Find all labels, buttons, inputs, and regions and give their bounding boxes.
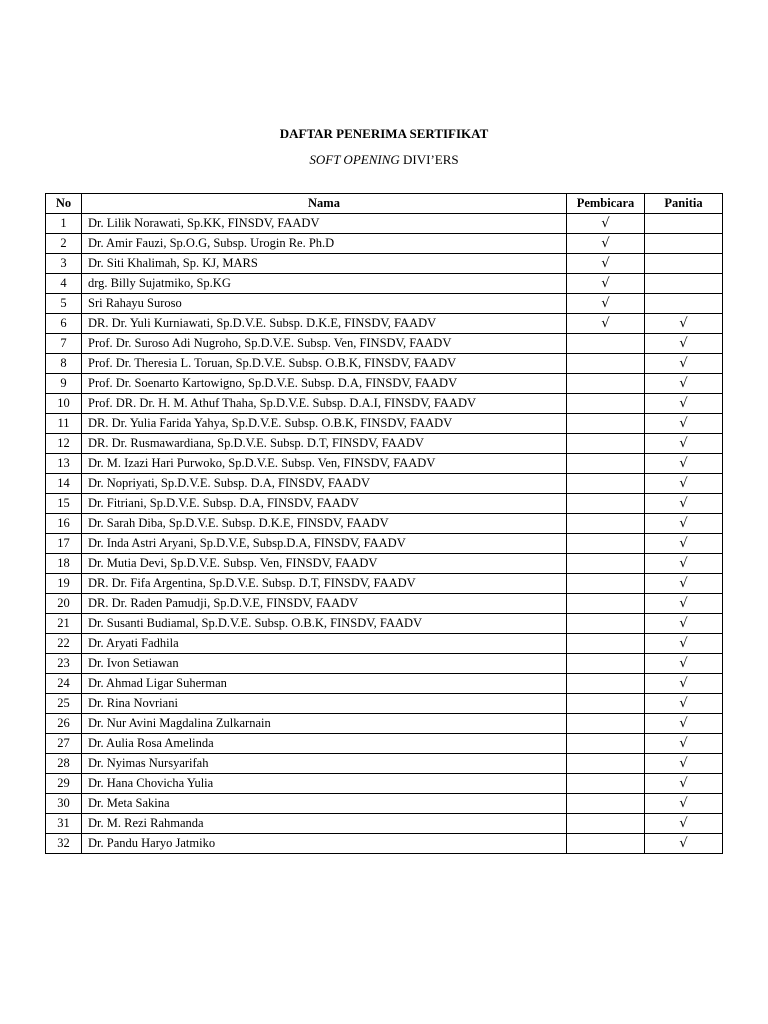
- row-number: 20: [46, 594, 82, 614]
- table-row: [46, 734, 723, 754]
- pembicara-cell: [567, 654, 645, 674]
- pembicara-cell: [567, 234, 645, 254]
- panitia-cell: [645, 614, 723, 634]
- panitia-cell: [645, 774, 723, 794]
- pembicara-cell: [567, 714, 645, 734]
- recipient-name: DR. Dr. Rusmawardiana, Sp.D.V.E. Subsp. D.T, FINSDV, FAADV: [82, 434, 567, 454]
- check-mark-icon: √: [679, 696, 688, 711]
- pembicara-cell: [567, 434, 645, 454]
- pembicara-cell: [567, 214, 645, 234]
- table-row: [46, 834, 723, 854]
- pembicara-cell: [567, 554, 645, 574]
- table-row: [46, 374, 723, 394]
- row-number: 13: [46, 454, 82, 474]
- panitia-cell: [645, 634, 723, 654]
- panitia-cell: [645, 574, 723, 594]
- pembicara-cell: [567, 254, 645, 274]
- pembicara-cell: [567, 354, 645, 374]
- panitia-cell: [645, 514, 723, 534]
- panitia-cell: [645, 294, 723, 314]
- panitia-cell: [645, 354, 723, 374]
- panitia-cell: [645, 534, 723, 554]
- recipient-name: DR. Dr. Yuli Kurniawati, Sp.D.V.E. Subsp. D.K.E, FINSDV, FAADV: [82, 314, 567, 334]
- panitia-cell: [645, 334, 723, 354]
- row-number: 23: [46, 654, 82, 674]
- pembicara-cell: [567, 834, 645, 854]
- row-number: 16: [46, 514, 82, 534]
- table-row: [46, 634, 723, 654]
- check-mark-icon: √: [601, 256, 610, 271]
- check-mark-icon: √: [679, 556, 688, 571]
- table-row: [46, 314, 723, 334]
- row-number: 4: [46, 274, 82, 294]
- table-row: [46, 294, 723, 314]
- row-number: 17: [46, 534, 82, 554]
- row-number: 31: [46, 814, 82, 834]
- row-number: 21: [46, 614, 82, 634]
- check-mark-icon: √: [679, 516, 688, 531]
- recipient-name: DR. Dr. Fifa Argentina, Sp.D.V.E. Subsp. D.T, FINSDV, FAADV: [82, 574, 567, 594]
- check-mark-icon: √: [679, 416, 688, 431]
- recipient-name: Prof. Dr. Soenarto Kartowigno, Sp.D.V.E. Subsp. D.A, FINSDV, FAADV: [82, 374, 567, 394]
- header-panitia: Panitia: [645, 194, 723, 214]
- pembicara-cell: [567, 774, 645, 794]
- subtitle-rest-part: DIVI’ERS: [399, 152, 459, 167]
- recipient-name: DR. Dr. Yulia Farida Yahya, Sp.D.V.E. Subsp. O.B.K, FINSDV, FAADV: [82, 414, 567, 434]
- check-mark-icon: √: [679, 576, 688, 591]
- row-number: 11: [46, 414, 82, 434]
- table-row: [46, 694, 723, 714]
- row-number: 2: [46, 234, 82, 254]
- pembicara-cell: [567, 414, 645, 434]
- pembicara-cell: [567, 594, 645, 614]
- check-mark-icon: √: [679, 436, 688, 451]
- check-mark-icon: √: [601, 216, 610, 231]
- recipient-name: Dr. Nopriyati, Sp.D.V.E. Subsp. D.A, FINSDV, FAADV: [82, 474, 567, 494]
- pembicara-cell: [567, 474, 645, 494]
- panitia-cell: [645, 674, 723, 694]
- pembicara-cell: [567, 614, 645, 634]
- check-mark-icon: √: [679, 396, 688, 411]
- pembicara-cell: [567, 334, 645, 354]
- recipient-name: Dr. M. Izazi Hari Purwoko, Sp.D.V.E. Subsp. Ven, FINSDV, FAADV: [82, 454, 567, 474]
- recipient-name: Dr. Nyimas Nursyarifah: [82, 754, 567, 774]
- panitia-cell: [645, 454, 723, 474]
- row-number: 30: [46, 794, 82, 814]
- panitia-cell: [645, 394, 723, 414]
- header-nama: Nama: [82, 194, 567, 214]
- recipient-name: Prof. Dr. Suroso Adi Nugroho, Sp.D.V.E. Subsp. Ven, FINSDV, FAADV: [82, 334, 567, 354]
- row-number: 9: [46, 374, 82, 394]
- panitia-cell: [645, 554, 723, 574]
- pembicara-cell: [567, 274, 645, 294]
- panitia-cell: [645, 714, 723, 734]
- row-number: 27: [46, 734, 82, 754]
- recipient-name: Dr. Susanti Budiamal, Sp.D.V.E. Subsp. O.B.K, FINSDV, FAADV: [82, 614, 567, 634]
- panitia-cell: [645, 494, 723, 514]
- pembicara-cell: [567, 394, 645, 414]
- recipient-name: Dr. Ivon Setiawan: [82, 654, 567, 674]
- table-row: [46, 654, 723, 674]
- check-mark-icon: √: [679, 596, 688, 611]
- table-row: [46, 474, 723, 494]
- row-number: 6: [46, 314, 82, 334]
- recipient-name: Dr. M. Rezi Rahmanda: [82, 814, 567, 834]
- recipient-name: Dr. Ahmad Ligar Suherman: [82, 674, 567, 694]
- pembicara-cell: [567, 674, 645, 694]
- row-number: 3: [46, 254, 82, 274]
- row-number: 5: [46, 294, 82, 314]
- row-number: 28: [46, 754, 82, 774]
- recipient-name: Sri Rahayu Suroso: [82, 294, 567, 314]
- table-row: [46, 674, 723, 694]
- recipient-name: Dr. Rina Novriani: [82, 694, 567, 714]
- table-row: [46, 214, 723, 234]
- panitia-cell: [645, 434, 723, 454]
- table-row: [46, 594, 723, 614]
- table-row: [46, 494, 723, 514]
- pembicara-cell: [567, 514, 645, 534]
- table-row: [46, 334, 723, 354]
- recipient-name: Dr. Aulia Rosa Amelinda: [82, 734, 567, 754]
- panitia-cell: [645, 734, 723, 754]
- recipient-name: Dr. Amir Fauzi, Sp.O.G, Subsp. Urogin Re. Ph.D: [82, 234, 567, 254]
- check-mark-icon: √: [679, 676, 688, 691]
- row-number: 8: [46, 354, 82, 374]
- recipient-name: Dr. Nur Avini Magdalina Zulkarnain: [82, 714, 567, 734]
- row-number: 12: [46, 434, 82, 454]
- pembicara-cell: [567, 494, 645, 514]
- table-row: [46, 794, 723, 814]
- table-row: [46, 454, 723, 474]
- recipient-name: Prof. Dr. Theresia L. Toruan, Sp.D.V.E. Subsp. O.B.K, FINSDV, FAADV: [82, 354, 567, 374]
- table-row: [46, 354, 723, 374]
- pembicara-cell: [567, 814, 645, 834]
- header-pembicara: Pembicara: [567, 194, 645, 214]
- check-mark-icon: √: [679, 816, 688, 831]
- panitia-cell: [645, 654, 723, 674]
- table-row: [46, 814, 723, 834]
- panitia-cell: [645, 414, 723, 434]
- pembicara-cell: [567, 374, 645, 394]
- check-mark-icon: √: [679, 776, 688, 791]
- recipient-name: Dr. Meta Sakina: [82, 794, 567, 814]
- panitia-cell: [645, 694, 723, 714]
- check-mark-icon: √: [679, 336, 688, 351]
- row-number: 19: [46, 574, 82, 594]
- check-mark-icon: √: [679, 736, 688, 751]
- check-mark-icon: √: [679, 376, 688, 391]
- row-number: 1: [46, 214, 82, 234]
- pembicara-cell: [567, 794, 645, 814]
- table-row: [46, 514, 723, 534]
- table-row: [46, 394, 723, 414]
- table-row: [46, 434, 723, 454]
- pembicara-cell: [567, 534, 645, 554]
- pembicara-cell: [567, 754, 645, 774]
- check-mark-icon: √: [679, 756, 688, 771]
- panitia-cell: [645, 814, 723, 834]
- row-number: 32: [46, 834, 82, 854]
- pembicara-cell: [567, 734, 645, 754]
- document-title: DAFTAR PENERIMA SERTIFIKAT: [279, 126, 489, 141]
- panitia-cell: [645, 754, 723, 774]
- table-row: [46, 574, 723, 594]
- check-mark-icon: √: [679, 796, 688, 811]
- pembicara-cell: [567, 314, 645, 334]
- table-row: [46, 274, 723, 294]
- table-row: [46, 254, 723, 274]
- check-mark-icon: √: [601, 236, 610, 251]
- table-row: [46, 414, 723, 434]
- certificate-recipient-table: [45, 193, 723, 854]
- row-number: 29: [46, 774, 82, 794]
- recipient-name: Dr. Hana Chovicha Yulia: [82, 774, 567, 794]
- pembicara-cell: [567, 294, 645, 314]
- table-row: [46, 234, 723, 254]
- check-mark-icon: √: [679, 636, 688, 651]
- recipient-name: Dr. Mutia Devi, Sp.D.V.E. Subsp. Ven, FINSDV, FAADV: [82, 554, 567, 574]
- row-number: 10: [46, 394, 82, 414]
- panitia-cell: [645, 834, 723, 854]
- panitia-cell: [645, 234, 723, 254]
- pembicara-cell: [567, 574, 645, 594]
- recipient-name: Prof. DR. Dr. H. M. Athuf Thaha, Sp.D.V.E. Subsp. D.A.I, FINSDV, FAADV: [82, 394, 567, 414]
- recipient-name: Dr. Fitriani, Sp.D.V.E. Subsp. D.A, FINSDV, FAADV: [82, 494, 567, 514]
- check-mark-icon: √: [679, 356, 688, 371]
- recipient-name: Dr. Aryati Fadhila: [82, 634, 567, 654]
- check-mark-icon: √: [679, 316, 688, 331]
- panitia-cell: [645, 274, 723, 294]
- recipient-name: Dr. Sarah Diba, Sp.D.V.E. Subsp. D.K.E, FINSDV, FAADV: [82, 514, 567, 534]
- panitia-cell: [645, 594, 723, 614]
- table-row: [46, 754, 723, 774]
- recipient-name: DR. Dr. Raden Pamudji, Sp.D.V.E, FINSDV, FAADV: [82, 594, 567, 614]
- check-mark-icon: √: [679, 716, 688, 731]
- pembicara-cell: [567, 694, 645, 714]
- check-mark-icon: √: [679, 616, 688, 631]
- check-mark-icon: √: [679, 656, 688, 671]
- row-number: 22: [46, 634, 82, 654]
- header-no: No: [46, 194, 82, 214]
- pembicara-cell: [567, 454, 645, 474]
- row-number: 26: [46, 714, 82, 734]
- table-row: [46, 554, 723, 574]
- table-body: [46, 214, 723, 854]
- subtitle-italic-part: SOFT OPENING: [309, 152, 400, 167]
- check-mark-icon: √: [679, 456, 688, 471]
- panitia-cell: [645, 314, 723, 334]
- check-mark-icon: √: [679, 476, 688, 491]
- document-subtitle: [0, 152, 768, 168]
- recipient-name: Dr. Pandu Haryo Jatmiko: [82, 834, 567, 854]
- table-row: [46, 614, 723, 634]
- panitia-cell: [645, 254, 723, 274]
- table-row: [46, 534, 723, 554]
- check-mark-icon: √: [679, 496, 688, 511]
- table-row: [46, 774, 723, 794]
- panitia-cell: [645, 794, 723, 814]
- check-mark-icon: √: [601, 296, 610, 311]
- check-mark-icon: √: [601, 316, 610, 331]
- recipient-name: Dr. Siti Khalimah, Sp. KJ, MARS: [82, 254, 567, 274]
- recipient-name: Dr. Lilik Norawati, Sp.KK, FINSDV, FAADV: [82, 214, 567, 234]
- pembicara-cell: [567, 634, 645, 654]
- check-mark-icon: √: [601, 276, 610, 291]
- check-mark-icon: √: [679, 536, 688, 551]
- panitia-cell: [645, 374, 723, 394]
- row-number: 14: [46, 474, 82, 494]
- row-number: 7: [46, 334, 82, 354]
- row-number: 25: [46, 694, 82, 714]
- recipient-name: Dr. Inda Astri Aryani, Sp.D.V.E, Subsp.D.A, FINSDV, FAADV: [82, 534, 567, 554]
- panitia-cell: [645, 474, 723, 494]
- row-number: 18: [46, 554, 82, 574]
- table-row: [46, 714, 723, 734]
- check-mark-icon: √: [679, 836, 688, 851]
- recipient-name: drg. Billy Sujatmiko, Sp.KG: [82, 274, 567, 294]
- row-number: 24: [46, 674, 82, 694]
- panitia-cell: [645, 214, 723, 234]
- row-number: 15: [46, 494, 82, 514]
- table-header-row: [46, 194, 723, 214]
